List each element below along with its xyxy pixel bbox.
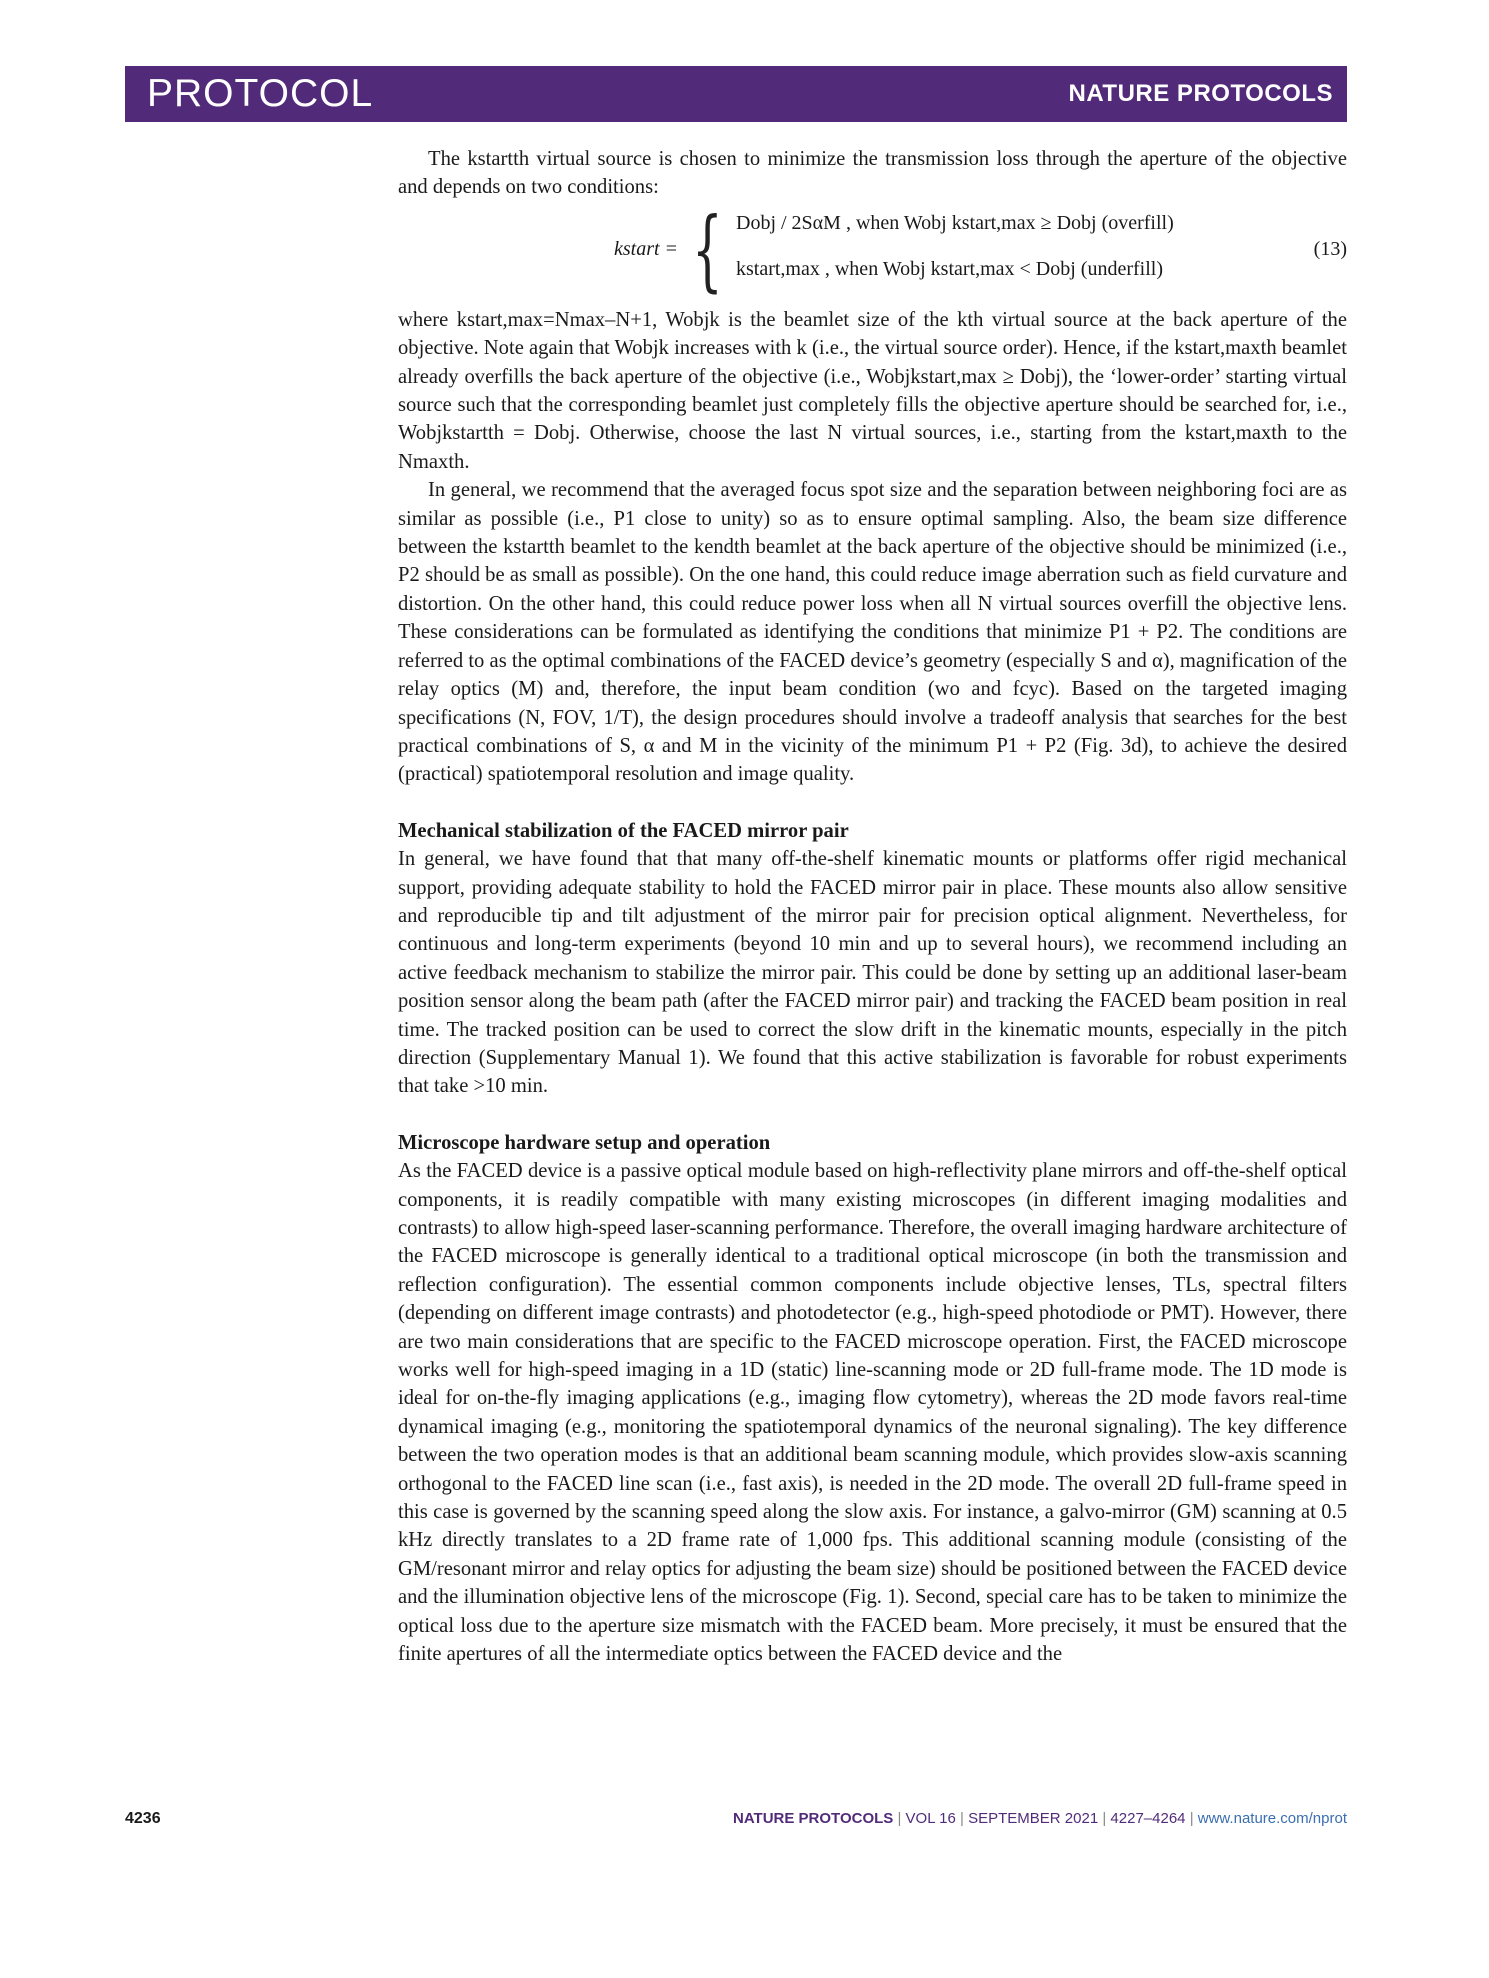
footer-volume: VOL 16 bbox=[905, 1810, 956, 1827]
intro-paragraph: The kstartth virtual source is chosen to minimize the transmission loss through the aperture of the objective and depends on two conditions: bbox=[398, 148, 1347, 199]
equation-lhs: kstart = bbox=[614, 237, 679, 260]
section-body-hardware: As the FACED device is a passive optical module based on high-reflectivity plane mirrors and off-the-shelf optical components, it is readily compatible with many existing microscopes (in different imaging modalities and contrasts) to allow high-speed laser-scanning performance. Therefore, the overall imaging hardware architecture of the FACED microscope is generally identical to a traditional optical microscope (in both the transmission and reflection configuration). The essential common components include objective lenses, TLs, spectral filters (depending on different image contrasts) and photodetector (e.g., high-speed photodiode or PMT). However, there are two main considerations that are specific to the FACED microscope operation. First, the FACED microscope works well for high-speed imaging in a 1D (static) line-scanning mode or 2D full-frame mode. The 1D mode is ideal for on-the-fly imaging applications (e.g., imaging flow cytometry), whereas the 2D mode favors real-time dynamical imaging (e.g., monitoring the spatiotemporal dynamics of the neuronal signaling). The key difference between the two operation modes is that an additional beam scanning module, which provides slow-axis scanning orthogonal to the FACED line scan (i.e., fast axis), is needed in the 2D mode. The overall 2D full-frame speed in this case is governed by the scanning speed along the slow axis. For instance, a galvo-mirror (GM) scanning at 0.5 kHz directly translates to a 2D frame rate of 1,000 fps. This additional scanning module (consisting of the GM/resonant mirror and relay optics for adjusting the beam size) should be positioned between the FACED device and the illumination objective lens of the microscope (Fig. 1). Second, special care has to be taken to minimize the optical loss due to the aperture size mismatch with the FACED beam. More precisely, it must be ensured that the finite apertures of all the intermediate optics between the FACED device and the bbox=[398, 1160, 1347, 1666]
footer-date: SEPTEMBER 2021 bbox=[968, 1810, 1099, 1827]
header-banner bbox=[125, 66, 1347, 122]
equation-brace: { bbox=[692, 197, 723, 301]
equation-case-underfill: kstart,max , when Wobj kstart,max < Dobj (underfill) bbox=[736, 257, 1163, 280]
section-heading-stabilization: Mechanical stabilization of the FACED mirror pair bbox=[398, 819, 849, 842]
section-body-stabilization: In general, we have found that that many off-the-shelf kinematic mounts or platforms offer rigid mechanical support, providing adequate stability to hold the FACED mirror pair in place. These mounts also allow sensitive and reproducible tip and tilt adjustment of the mirror pair for precision optical alignment. Nevertheless, for continuous and long-term experiments (beyond 10 min and up to several hours), we recommend including an active feedback mechanism to stabilize the mirror pair. This could be done by setting up an additional laser-beam position sensor along the beam path (after the FACED mirror pair) and tracking the FACED beam position in real time. The tracked position can be used to correct the slow drift in the kinematic mounts, especially in the pitch direction (Supplementary Manual 1). We found that this active stabilization is favorable for robust experiments that take >10 min. bbox=[398, 848, 1347, 1098]
footer-url-link[interactable]: www.nature.com/nprot bbox=[1197, 1810, 1347, 1827]
journal-label: NATURE PROTOCOLS bbox=[1068, 80, 1333, 107]
equation-case-overfill: Dobj / 2SαM , when Wobj kstart,max ≥ Dobj (overfill) bbox=[736, 211, 1174, 234]
footer-pages: 4227–4264 bbox=[1110, 1810, 1186, 1827]
paragraph-recommendation: In general, we recommend that the averaged focus spot size and the separation between neighboring foci are as similar as possible (i.e., P1 close to unity) so as to ensure optimal sampling. Also, the beam size difference between the kstartth beamlet to the kendth beamlet at the back aperture of the objective should be minimized (i.e., P2 should be as small as possible). On the one hand, this could reduce image aberration such as field curvature and distortion. On the other hand, this could reduce power loss when all N virtual sources overfill the objective lens. These considerations can be formulated as identifying the conditions that minimize P1 + P2. The conditions are referred to as the optimal combinations of the FACED device’s geometry (especially S and α), magnification of the relay optics (M) and, therefore, the input beam condition (wo and fcyc). Based on the targeted imaging specifications (N, FOV, 1/T), the design procedures should involve a tradeoff analysis that searches for the best practical combinations of S, α and M in the vicinity of the minimum P1 + P2 (Fig. 3d), to achieve the desired (practical) spatiotemporal resolution and image quality. bbox=[398, 479, 1347, 786]
footer-journal: NATURE PROTOCOLS bbox=[733, 1810, 894, 1827]
section-heading-hardware: Microscope hardware setup and operation bbox=[398, 1131, 771, 1154]
paragraph-where: where kstart,max=Nmax–N+1, Wobjk is the beamlet size of the kth virtual source at the back aperture of the objective. Note again that Wobjk increases with k (i.e., the virtual source order). Hence, if the kstart,maxth beamlet already overfills the back aperture of the objective (i.e., Wobjkstart,max ≥ Dobj), the ‘lower-order’ starting virtual source such that the corresponding beamlet just completely fills the objective aperture should be searched for, i.e., Wobjkstartth = Dobj. Otherwise, choose the last N virtual sources, i.e., starting from the kstart,maxth to the Nmaxth. bbox=[398, 308, 1347, 473]
equation-number: (13) bbox=[1313, 237, 1347, 260]
page-number: 4236 bbox=[125, 1810, 161, 1827]
section-label: PROTOCOL bbox=[147, 72, 374, 115]
footer-citation: NATURE PROTOCOLS | VOL 16 | SEPTEMBER 2021 | 4227–4264 | www.nature.com/nprot bbox=[733, 1810, 1347, 1827]
article-body bbox=[398, 145, 1347, 1669]
equation-13 bbox=[398, 197, 1347, 302]
